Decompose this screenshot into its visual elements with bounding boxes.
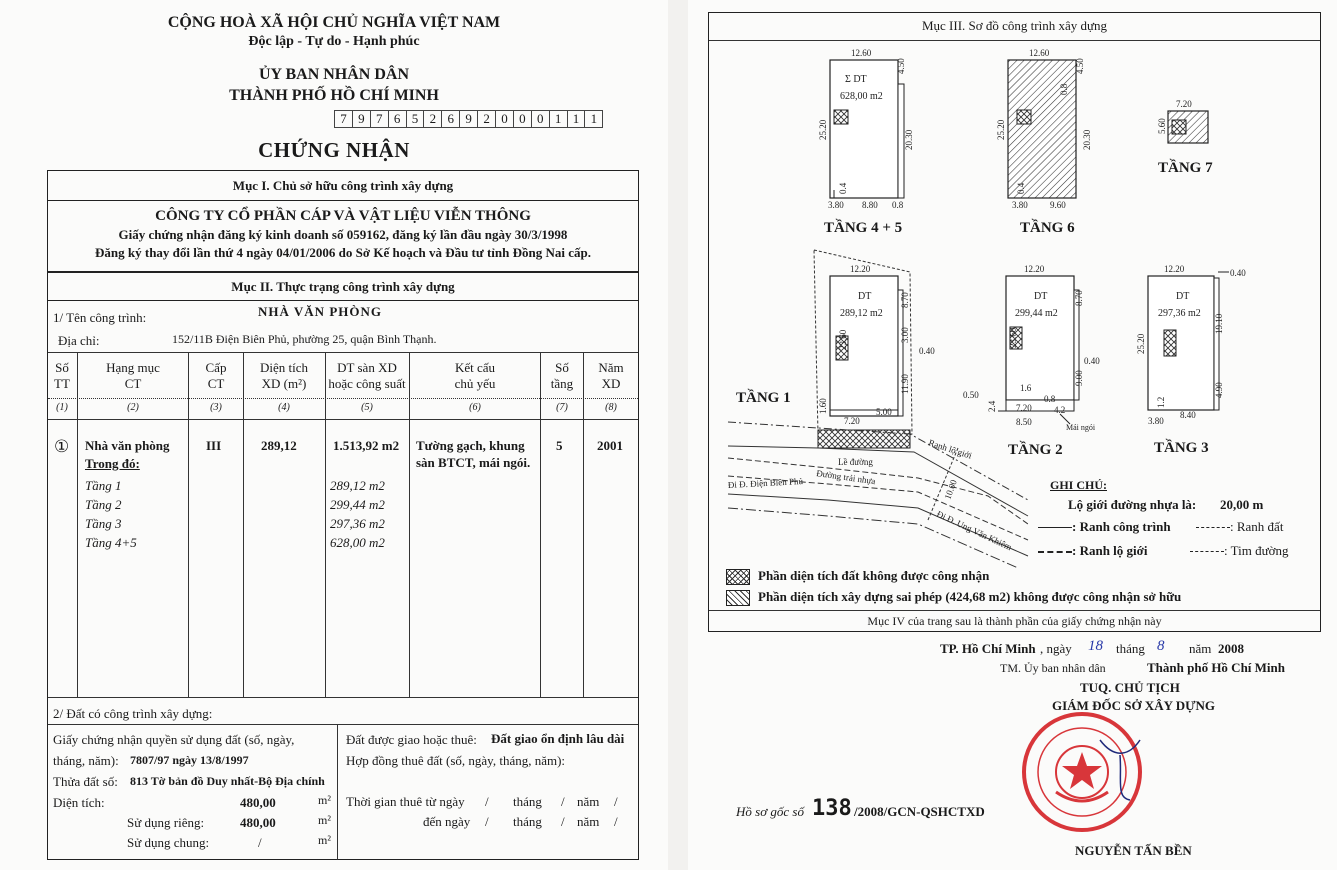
lease-label: Hợp đồng thuê đất (số, ngày, tháng, năm): xyxy=(346,753,566,768)
legend-line-dash-dot xyxy=(1190,551,1224,552)
dim: 3.80 xyxy=(1148,416,1164,426)
table-header-line: hoặc công suất xyxy=(328,376,406,391)
table-index-cell: (6) xyxy=(469,402,481,413)
lease-to-year-label: năm xyxy=(577,814,600,829)
file-number: 138 xyxy=(812,796,852,821)
dim: 5.60 xyxy=(1157,118,1167,134)
address-label: Địa chỉ: xyxy=(58,333,100,348)
section-3-bottom-line xyxy=(709,610,1320,611)
dim: 8.70 xyxy=(1074,290,1084,306)
legend-ranh-cong-trinh: : Ranh công trình xyxy=(1072,519,1171,534)
plan-floor-7 xyxy=(1157,99,1208,143)
dim: 9.00 xyxy=(1074,370,1084,386)
legend-line-dashed xyxy=(1196,527,1230,528)
section-1-header xyxy=(47,170,639,201)
row-year: 2001 xyxy=(597,438,623,453)
serial-digit: 9 xyxy=(353,111,371,127)
f2-area: 299,44 m2 xyxy=(1015,308,1058,319)
floor-label-3: TẦNG 3 xyxy=(1154,440,1209,456)
serial-digit: 6 xyxy=(442,111,460,127)
slash: / xyxy=(614,814,618,829)
section-2-header xyxy=(47,272,639,301)
col-line xyxy=(188,352,189,697)
dim: 3.80 xyxy=(828,200,844,210)
legend-cross-text: Phần diện tích đất không được công nhận xyxy=(758,568,990,583)
file-label: Hồ sơ gốc số xyxy=(736,804,804,819)
row-floors: 5 xyxy=(556,438,563,453)
table-header-line: CT xyxy=(207,376,225,391)
table-header-line: Số xyxy=(55,360,69,375)
plan-floor-3 xyxy=(1136,264,1246,426)
table-index-line xyxy=(48,419,638,420)
section-3-title: Mục III. Sơ đồ công trình xây dựng xyxy=(921,18,1108,33)
dim: 0.40 xyxy=(1084,356,1100,366)
dim: 0.8 xyxy=(892,200,904,210)
dim: 25.20 xyxy=(818,119,828,140)
f45-area: 628,00 m2 xyxy=(840,91,883,102)
dim: 3.80 xyxy=(1012,200,1028,210)
lease-from-month-label: tháng xyxy=(513,794,542,809)
land-cert-label-1: Giấy chứng nhận quyền sử dụng đất (số, ngày, xyxy=(53,732,295,747)
dim: 9.60 xyxy=(1050,200,1066,210)
private-value: 480,00 xyxy=(240,815,276,830)
lease-from-year-label: năm xyxy=(577,794,600,809)
table-header-line: XD xyxy=(601,376,621,391)
dt: DT xyxy=(858,291,872,302)
col-line xyxy=(583,352,584,697)
serial-digit: 7 xyxy=(371,111,389,127)
legend-line-long-dash xyxy=(1038,551,1072,553)
dim: 4.50 xyxy=(896,58,906,74)
dim: 12.60 xyxy=(851,48,872,58)
date-year: 2008 xyxy=(1218,641,1244,656)
notes-title: GHI CHÚ: xyxy=(1050,478,1107,492)
dim: 7.20 xyxy=(1016,403,1032,413)
private-unit: m² xyxy=(318,813,331,827)
le-duong: Lề đường xyxy=(838,457,873,467)
work-name-label: 1/ Tên công trình: xyxy=(53,310,147,325)
row-grade: III xyxy=(206,438,222,453)
slash: / xyxy=(561,794,565,809)
table-index-cell: (3) xyxy=(210,402,222,413)
plan-floor-4-5 xyxy=(818,48,914,210)
dim: 8.50 xyxy=(1016,417,1032,427)
table-header-cell xyxy=(88,360,178,392)
table-header-cell xyxy=(239,360,329,392)
floor-label-7: TẦNG 7 xyxy=(1158,160,1213,176)
sub-row-value: 297,36 m2 xyxy=(330,516,385,531)
table-header-cell xyxy=(430,360,520,392)
work-name: NHÀ VĂN PHÒNG xyxy=(258,304,382,319)
table-header-line: Kết cấu xyxy=(454,360,496,375)
common-value: / xyxy=(258,835,262,850)
dim: 12.60 xyxy=(1029,48,1050,58)
document-title: CHỨNG NHẬN xyxy=(258,138,410,162)
row-structure-1: Tường gạch, khung xyxy=(416,438,525,453)
dim: 4.2 xyxy=(1054,405,1066,415)
owner-change: Đăng ký thay đổi lần thứ 4 ngày 04/01/2006 do Sở Kế hoạch và Đầu tư tỉnh Đồng Nai cấp. xyxy=(95,245,591,260)
dim: 20.30 xyxy=(1082,129,1092,150)
owner-registration: Giấy chứng nhận đăng ký kinh doanh số 059162, đăng ký lần đầu ngày 30/3/1998 xyxy=(118,227,568,242)
legend-hatch-text: Phần diện tích xây dựng sai phép (424,68 m2) không được công nhận sở hữu xyxy=(758,589,1182,604)
slash: / xyxy=(614,794,618,809)
table-index-cell: (1) xyxy=(56,402,68,413)
allocation-value: Đất giao ổn định lâu dài xyxy=(491,731,625,746)
dim: 23.60 xyxy=(1008,327,1018,348)
floor-label-4-5: TẦNG 4 + 5 xyxy=(824,220,903,236)
road-boundary-value: 20,00 m xyxy=(1220,497,1264,512)
dim: 0.8 xyxy=(1059,83,1069,95)
row-item: Nhà văn phòng xyxy=(85,438,170,453)
serial-digit: 1 xyxy=(550,111,568,127)
date-month-label: tháng xyxy=(1116,641,1145,656)
left-page xyxy=(0,0,668,870)
legend-ranh-lo-gioi: : Ranh lộ giới xyxy=(1072,543,1148,558)
lease-to-month-label: tháng xyxy=(513,814,542,829)
sub-row-name: Tầng 2 xyxy=(85,497,122,512)
dim: 19.10 xyxy=(1214,313,1224,334)
dim: 1.60 xyxy=(818,398,828,414)
ranh-lo-gioi: Ranh lộ giới xyxy=(927,437,974,461)
table-index-cell: (8) xyxy=(605,402,617,413)
dim: 0.40 xyxy=(1230,268,1246,278)
tm-value: Thành phố Hồ Chí Minh xyxy=(1147,660,1286,675)
land-cert-value: 7807/97 ngày 13/8/1997 xyxy=(130,753,249,767)
col-line xyxy=(540,352,541,697)
common-label: Sử dụng chung: xyxy=(127,835,210,850)
area-label: Diện tích: xyxy=(53,795,105,810)
table-header-cell xyxy=(322,360,412,392)
allocation-label: Đất được giao hoặc thuê: xyxy=(346,732,477,747)
sub-row-value: 628,00 m2 xyxy=(330,535,385,550)
f3-area: 297,36 m2 xyxy=(1158,308,1201,319)
tm-label: TM. Ủy ban nhân dân xyxy=(1000,661,1106,675)
land-label: 2/ Đất có công trình xây dựng: xyxy=(53,706,213,721)
serial-digit: 2 xyxy=(424,111,442,127)
dim: 4.50 xyxy=(1075,58,1085,74)
land-divider xyxy=(337,724,338,860)
legend-cross-swatch xyxy=(726,569,750,585)
serial-digit: 6 xyxy=(389,111,407,127)
table-header-line: Cấp xyxy=(205,360,227,375)
land-line xyxy=(48,724,638,725)
serial-digit: 7 xyxy=(335,111,353,127)
owner-box xyxy=(47,200,639,272)
dim: 5.00 xyxy=(876,407,892,417)
row-area: 289,12 xyxy=(261,438,297,453)
table-header-line: DT sàn XD xyxy=(337,360,397,375)
section-4-note: Mục IV của trang sau là thành phần của giấy chứng nhận này xyxy=(867,614,1162,628)
table-header-line: TT xyxy=(54,376,70,391)
common-unit: m² xyxy=(318,833,331,847)
serial-digit: 0 xyxy=(514,111,532,127)
table-header-line: Hạng mục xyxy=(106,360,160,375)
table-header-line: chủ yếu xyxy=(454,376,496,391)
legend-ranh-dat: : Ranh đất xyxy=(1230,519,1284,534)
dim: 8.40 xyxy=(1180,410,1196,420)
lease-from-label: Thời gian thuê từ ngày xyxy=(346,794,465,809)
table-header-line: Số xyxy=(555,360,569,375)
dim: 8.80 xyxy=(862,200,878,210)
dim: 25.20 xyxy=(996,119,1006,140)
dim: 4.90 xyxy=(1214,382,1224,398)
serial-digit: 1 xyxy=(585,111,603,127)
dim: 25.20 xyxy=(1136,333,1146,354)
table-header-line: Năm xyxy=(598,360,624,375)
floor-label-6: TẦNG 6 xyxy=(1020,220,1075,236)
slash: / xyxy=(561,814,565,829)
dim: 2.4 xyxy=(987,400,997,412)
dim: 0.4 xyxy=(1016,182,1026,194)
serial-digit: 1 xyxy=(568,111,586,127)
row-sub-label: Trong đó: xyxy=(85,456,140,471)
row-structure-2: sàn BTCT, mái ngói. xyxy=(416,455,531,470)
motto: Độc lập - Tự do - Hạnh phúc xyxy=(248,34,420,49)
serial-number xyxy=(334,110,603,128)
date-day-label: , ngày xyxy=(1040,641,1072,656)
dim: 7.20 xyxy=(844,416,860,426)
floor-label-1: TẦNG 1 xyxy=(736,390,791,406)
mai-ngoi: Mái ngói xyxy=(1066,423,1096,432)
dim: 10.00 xyxy=(942,478,959,501)
official-seal xyxy=(1020,700,1170,850)
signer-name: NGUYỄN TẤN BỀN xyxy=(1075,843,1192,858)
dt: DT xyxy=(1176,291,1190,302)
dim: 20.30 xyxy=(904,129,914,150)
dim: 0.4 xyxy=(838,182,848,194)
sub-row-name: Tầng 3 xyxy=(85,516,122,531)
dim: 1.6 xyxy=(1020,383,1032,393)
legend-hatch-swatch xyxy=(726,590,750,606)
date-day: 18 xyxy=(1088,638,1103,654)
col-line xyxy=(409,352,410,697)
row-floor-area: 1.513,92 m2 xyxy=(333,438,400,453)
serial-digit: 2 xyxy=(478,111,496,127)
sub-row-name: Tầng 1 xyxy=(85,478,122,493)
land-cert-label-2: tháng, năm): xyxy=(53,753,119,768)
area-value: 480,00 xyxy=(240,795,276,810)
ung-van-khiem: Đi Đ. Ung Văn Khiêm xyxy=(935,508,1014,553)
dien-bien-phu: Đi Đ. Điện Biên Phủ xyxy=(727,476,804,490)
road-boundary-label: Lộ giới đường nhựa là: xyxy=(1068,497,1197,512)
floor-label-2: TẦNG 2 xyxy=(1008,442,1063,458)
plan-floor-2 xyxy=(963,264,1100,432)
dim: 7.20 xyxy=(1176,99,1192,109)
legend-line-solid xyxy=(1038,527,1072,528)
serial-digit: 9 xyxy=(460,111,478,127)
date-city: TP. Hồ Chí Minh xyxy=(940,641,1036,656)
table-header-line: Diện tích xyxy=(259,360,308,375)
sub-row-value: 289,12 m2 xyxy=(330,478,385,493)
duong-trai-nhua: Đường trải nhựa xyxy=(815,468,877,487)
dim: 12.20 xyxy=(1164,264,1185,274)
table-header-cell xyxy=(566,360,656,392)
national-title: CỘNG HOÀ XÃ HỘI CHỦ NGHĨA VIỆT NAM xyxy=(167,14,501,31)
owner-name: CÔNG TY CỔ PHẦN CÁP VÀ VẬT LIỆU VIỄN THÔNG xyxy=(155,208,531,224)
sub-row-value: 299,44 m2 xyxy=(330,497,385,512)
plan-floor-6 xyxy=(996,48,1092,210)
dim: 8.70 xyxy=(900,292,910,308)
dim: 3.00 xyxy=(900,327,910,343)
tuq: TUQ. CHỦ TỊCH xyxy=(1080,680,1180,695)
authority-line-2: THÀNH PHỐ HỒ CHÍ MINH xyxy=(229,87,439,104)
legend-tim-duong: : Tim đường xyxy=(1224,543,1289,558)
section-1-title: Mục I. Chủ sở hữu công trình xây dựng xyxy=(232,178,454,193)
dim: 0.40 xyxy=(919,346,935,356)
private-label: Sử dụng riêng: xyxy=(127,815,205,830)
slash: / xyxy=(485,814,489,829)
address: 152/11B Điện Biên Phủ, phường 25, quận Bình Thạnh. xyxy=(172,332,437,346)
serial-digit: 0 xyxy=(496,111,514,127)
director-title: GIÁM ĐỐC SỞ XÂY DỰNG xyxy=(1052,698,1215,713)
right-page xyxy=(688,0,1337,870)
table-header-line: tầng xyxy=(550,376,574,391)
date-month: 8 xyxy=(1157,638,1165,654)
dim: 12.20 xyxy=(1024,264,1045,274)
f1-area: 289,12 m2 xyxy=(840,308,883,319)
dim: 0.8 xyxy=(1044,394,1056,404)
file-suffix: /2008/GCN-QSHCTXD xyxy=(854,804,985,819)
table-index-cell: (5) xyxy=(361,402,373,413)
plan-floor-1 xyxy=(814,250,935,448)
table-index-cell: (2) xyxy=(127,402,139,413)
sub-row-name: Tầng 4+5 xyxy=(85,535,137,550)
table-index-cell: (4) xyxy=(278,402,290,413)
authority-line-1: ỦY BAN NHÂN DÂN xyxy=(258,66,410,83)
serial-digit: 5 xyxy=(407,111,425,127)
table-bottom-line xyxy=(48,697,638,698)
plot-value: 813 Tờ bản đồ Duy nhất-Bộ Địa chính xyxy=(130,774,325,788)
date-year-label: năm xyxy=(1189,641,1212,656)
dim: 23.60 xyxy=(838,329,848,350)
col-line xyxy=(243,352,244,697)
dim: 12.20 xyxy=(850,264,871,274)
table-top-line xyxy=(48,352,638,353)
dim: 0.50 xyxy=(963,390,979,400)
slash: / xyxy=(485,794,489,809)
lease-to-label: đến ngày xyxy=(423,814,471,829)
serial-digit: 0 xyxy=(532,111,550,127)
section-2-title: Mục II. Thực trạng công trình xây dựng xyxy=(231,279,455,294)
row-number: ① xyxy=(54,437,70,456)
table-header-line: CT xyxy=(124,376,142,391)
dim: 11.90 xyxy=(900,374,910,394)
table-header-line: XD (m²) xyxy=(261,376,307,391)
area-unit: m² xyxy=(318,793,331,807)
dt: DT xyxy=(1034,291,1048,302)
dim: 1.2 xyxy=(1156,396,1166,408)
table-index-cell: (7) xyxy=(556,402,568,413)
col-line xyxy=(325,352,326,697)
f45-dt: Σ DT xyxy=(845,74,867,85)
plot-label: Thửa đất số: xyxy=(53,774,118,789)
table-header-line xyxy=(48,398,638,399)
